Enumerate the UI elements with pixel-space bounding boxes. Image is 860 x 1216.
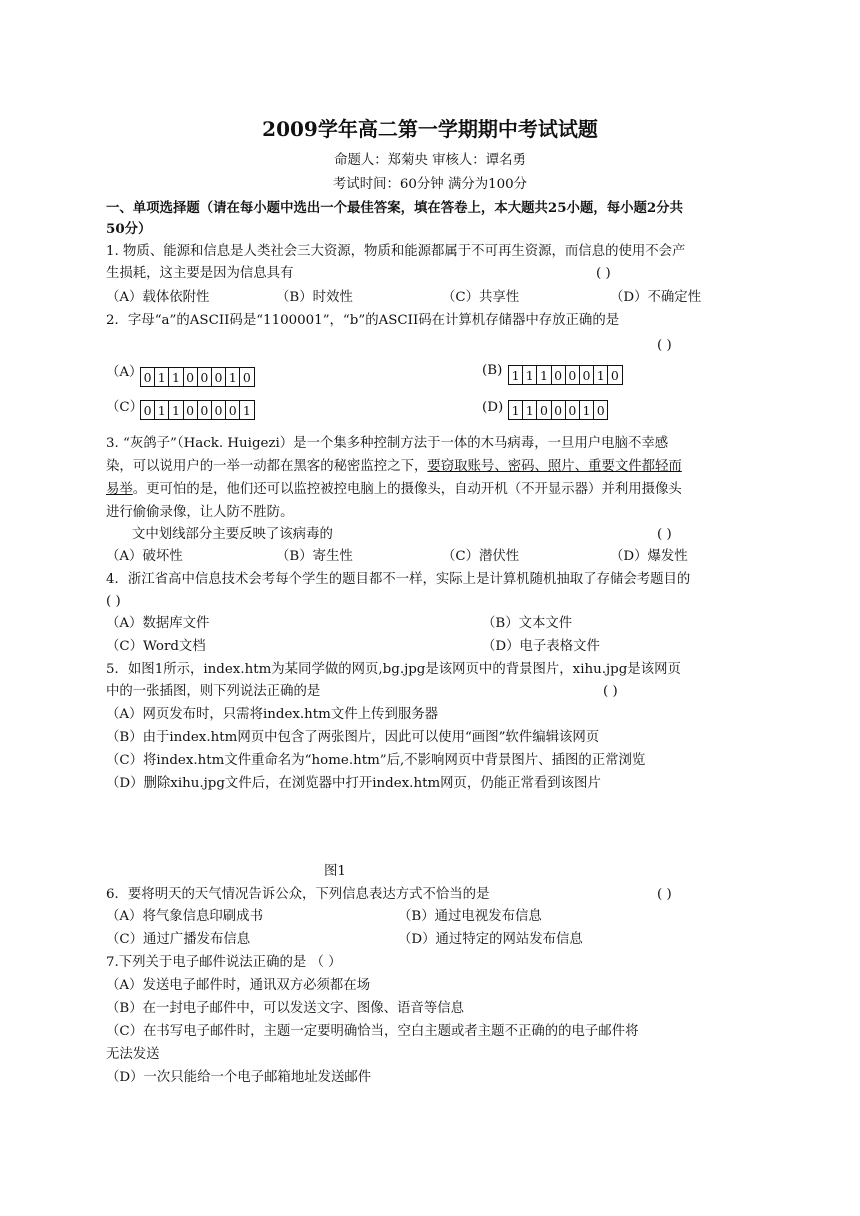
bit-cell: 0 — [537, 401, 551, 419]
bit-cell: 0 — [198, 368, 212, 386]
q3-option-d: （D）爆发性 — [610, 549, 688, 564]
q6-option-a: （A）将气象信息印刷成书 — [106, 909, 263, 924]
stem-text: 染，可以说用户的一举一动都在黑客的秘密监控之下， — [106, 459, 428, 474]
q7-option-b: （B）在一封电子邮件中，可以发送文字、图像、语音等信息 — [106, 1001, 464, 1016]
bit-cell: 1 — [537, 366, 551, 384]
answer-paren: ( ) — [596, 266, 611, 281]
exam-info: 考试时间：60分钟 满分为100分 — [332, 177, 528, 192]
question-3-stem-cont — [106, 458, 682, 476]
question-2-stem: 2．字母“a”的ASCII码是“1100001”，“b”的ASCII码在计算机存储器中存放正确的是 — [106, 313, 620, 328]
q2-option-c-label: （C） — [106, 400, 144, 415]
question-4-stem: 4．浙江省高中信息技术会考每个学生的题目都不一样，实际上是计算机随机抽取了存储会考题目的 — [106, 572, 691, 587]
q3-option-c: （C）潜伏性 — [442, 549, 520, 564]
q7-option-c-cont: 无法发送 — [106, 1047, 160, 1062]
q2-option-a-label: （A） — [106, 365, 143, 380]
figure-caption: 图1 — [324, 864, 346, 879]
bit-cell: 1 — [594, 366, 608, 384]
bit-cell: 0 — [212, 401, 226, 419]
bit-cell: 0 — [141, 368, 155, 386]
bit-cell: 0 — [566, 366, 580, 384]
q6-option-c: （C）通过广播发布信息 — [106, 932, 251, 947]
q2-option-b-label: (B) — [482, 363, 503, 378]
question-5-stem-cont: 中的一张插图，则下列说法正确的是 — [106, 684, 321, 699]
bit-cell: 1 — [523, 366, 537, 384]
bit-cell: 1 — [155, 368, 169, 386]
section-heading-cont: 50分） — [106, 221, 152, 237]
bit-cell: 0 — [580, 366, 594, 384]
answer-paren: ( ) — [106, 594, 121, 609]
bit-cell: 0 — [552, 401, 566, 419]
section-heading: 一、单项选择题（请在每小题中选出一个最佳答案，填在答卷上，本大题共25小题，每小题2分共 — [106, 200, 683, 216]
question-3-stem-cont — [106, 481, 682, 499]
q4-option-b: （B）文本文件 — [482, 616, 573, 631]
question-3-stem: 3. “灰鸽子”（Hack. Huigezi）是一个集多种控制方法于一体的木马病毒，一旦用户电脑不幸感 — [106, 436, 669, 451]
q1-option-a: （A）载体依附性 — [106, 290, 210, 305]
q3-option-b: （B）寄生性 — [276, 549, 353, 564]
bit-cell: 0 — [596, 403, 605, 418]
bit-cell: 0 — [198, 401, 212, 419]
bit-cell: 0 — [566, 401, 580, 419]
answer-paren: ( ) — [657, 527, 672, 542]
q5-option-a: （A）网页发布时，只需将index.htm文件上传到服务器 — [106, 707, 439, 722]
bit-cell: 0 — [141, 401, 155, 419]
q2-option-d-bits — [508, 400, 608, 420]
q6-option-d: （D）通过特定的网站发布信息 — [398, 932, 583, 947]
bit-cell: 0 — [552, 366, 566, 384]
underlined-text: 要窃取账号、密码、照片、重要文件都轻而 — [427, 459, 682, 474]
answer-paren: ( ) — [657, 887, 672, 902]
q2-option-b-bits — [508, 365, 623, 385]
bit-cell: 1 — [226, 368, 240, 386]
question-7-stem: 7.下列关于电子邮件说法正确的是 （ ） — [106, 955, 342, 970]
question-6-stem: 6．要将明天的天气情况告诉公众，下列信息表达方式不恰当的是 — [106, 887, 490, 902]
bit-cell: 0 — [184, 401, 198, 419]
q4-option-a: （A）数据库文件 — [106, 616, 210, 631]
page-title: 2009学年高二第一学期期中考试试题 — [262, 117, 598, 141]
q5-option-c: （C）将index.htm文件重命名为“home.htm”后,不影响网页中背景图片、插图的正常浏览 — [106, 753, 646, 768]
bit-cell: 1 — [509, 401, 523, 419]
q6-option-b: （B）通过电视发布信息 — [398, 909, 542, 924]
bit-cell: 0 — [610, 368, 619, 383]
q1-option-c: （C）共享性 — [442, 290, 520, 305]
q5-option-d: （D）删除xihu.jpg文件后，在浏览器中打开index.htm网页，仍能正常看到该图片 — [106, 776, 601, 791]
stem-text: 。更可怕的是，他们还可以监控被控电脑上的摄像头，自动开机（不开显示器）并利用摄像头 — [132, 482, 682, 497]
exam-authors: 命题人：郑菊央 审核人：谭名勇 — [334, 153, 526, 168]
q4-option-c: （C）Word文档 — [106, 639, 206, 654]
q7-option-a: （A）发送电子邮件时，通讯双方必须都在场 — [106, 978, 371, 993]
question-5-stem: 5．如图1所示，index.htm为某同学做的网页,bg.jpg是该网页中的背景图片，xihu.jpg是该网页 — [106, 662, 681, 677]
underlined-text: 易举 — [106, 482, 133, 497]
q2-option-a-bits — [140, 367, 255, 387]
bit-cell: 1 — [242, 403, 251, 418]
q5-option-b: （B）由于index.htm网页中包含了两张图片，因此可以使用“画图”软件编辑该网页 — [106, 730, 600, 745]
question-1-stem: 1. 物质、能源和信息是人类社会三大资源，物质和能源都属于不可再生资源，而信息的使用不会产 — [106, 244, 686, 259]
bit-cell: 0 — [184, 368, 198, 386]
bit-cell: 1 — [155, 401, 169, 419]
question-3-prompt: 文中划线部分主要反映了该病毒的 — [132, 527, 333, 542]
answer-paren: ( ) — [603, 684, 618, 699]
bit-cell: 1 — [580, 401, 594, 419]
q3-option-a: （A）破坏性 — [106, 549, 183, 564]
bit-cell: 0 — [212, 368, 226, 386]
q1-option-b: （B）时效性 — [276, 290, 353, 305]
bit-cell: 0 — [226, 401, 240, 419]
q7-option-d: （D）一次只能给一个电子邮箱地址发送邮件 — [106, 1070, 372, 1085]
q7-option-c: （C）在书写电子邮件时，主题一定要明确恰当，空白主题或者主题不正确的的电子邮件将 — [106, 1024, 639, 1039]
question-3-stem-cont: 进行偷偷录像，让人防不胜防。 — [106, 505, 294, 520]
q4-option-d: （D）电子表格文件 — [482, 639, 600, 654]
q2-option-c-bits — [140, 400, 255, 420]
q2-option-d-label: (D) — [482, 400, 504, 415]
bit-cell: 1 — [169, 401, 183, 419]
question-1-stem-cont: 生损耗，这主要是因为信息具有 — [106, 266, 294, 281]
q1-option-d: （D）不确定性 — [610, 290, 702, 305]
answer-paren: ( ) — [657, 338, 672, 353]
bit-cell: 1 — [509, 366, 523, 384]
bit-cell: 0 — [242, 370, 251, 385]
bit-cell: 1 — [523, 401, 537, 419]
bit-cell: 1 — [169, 368, 183, 386]
